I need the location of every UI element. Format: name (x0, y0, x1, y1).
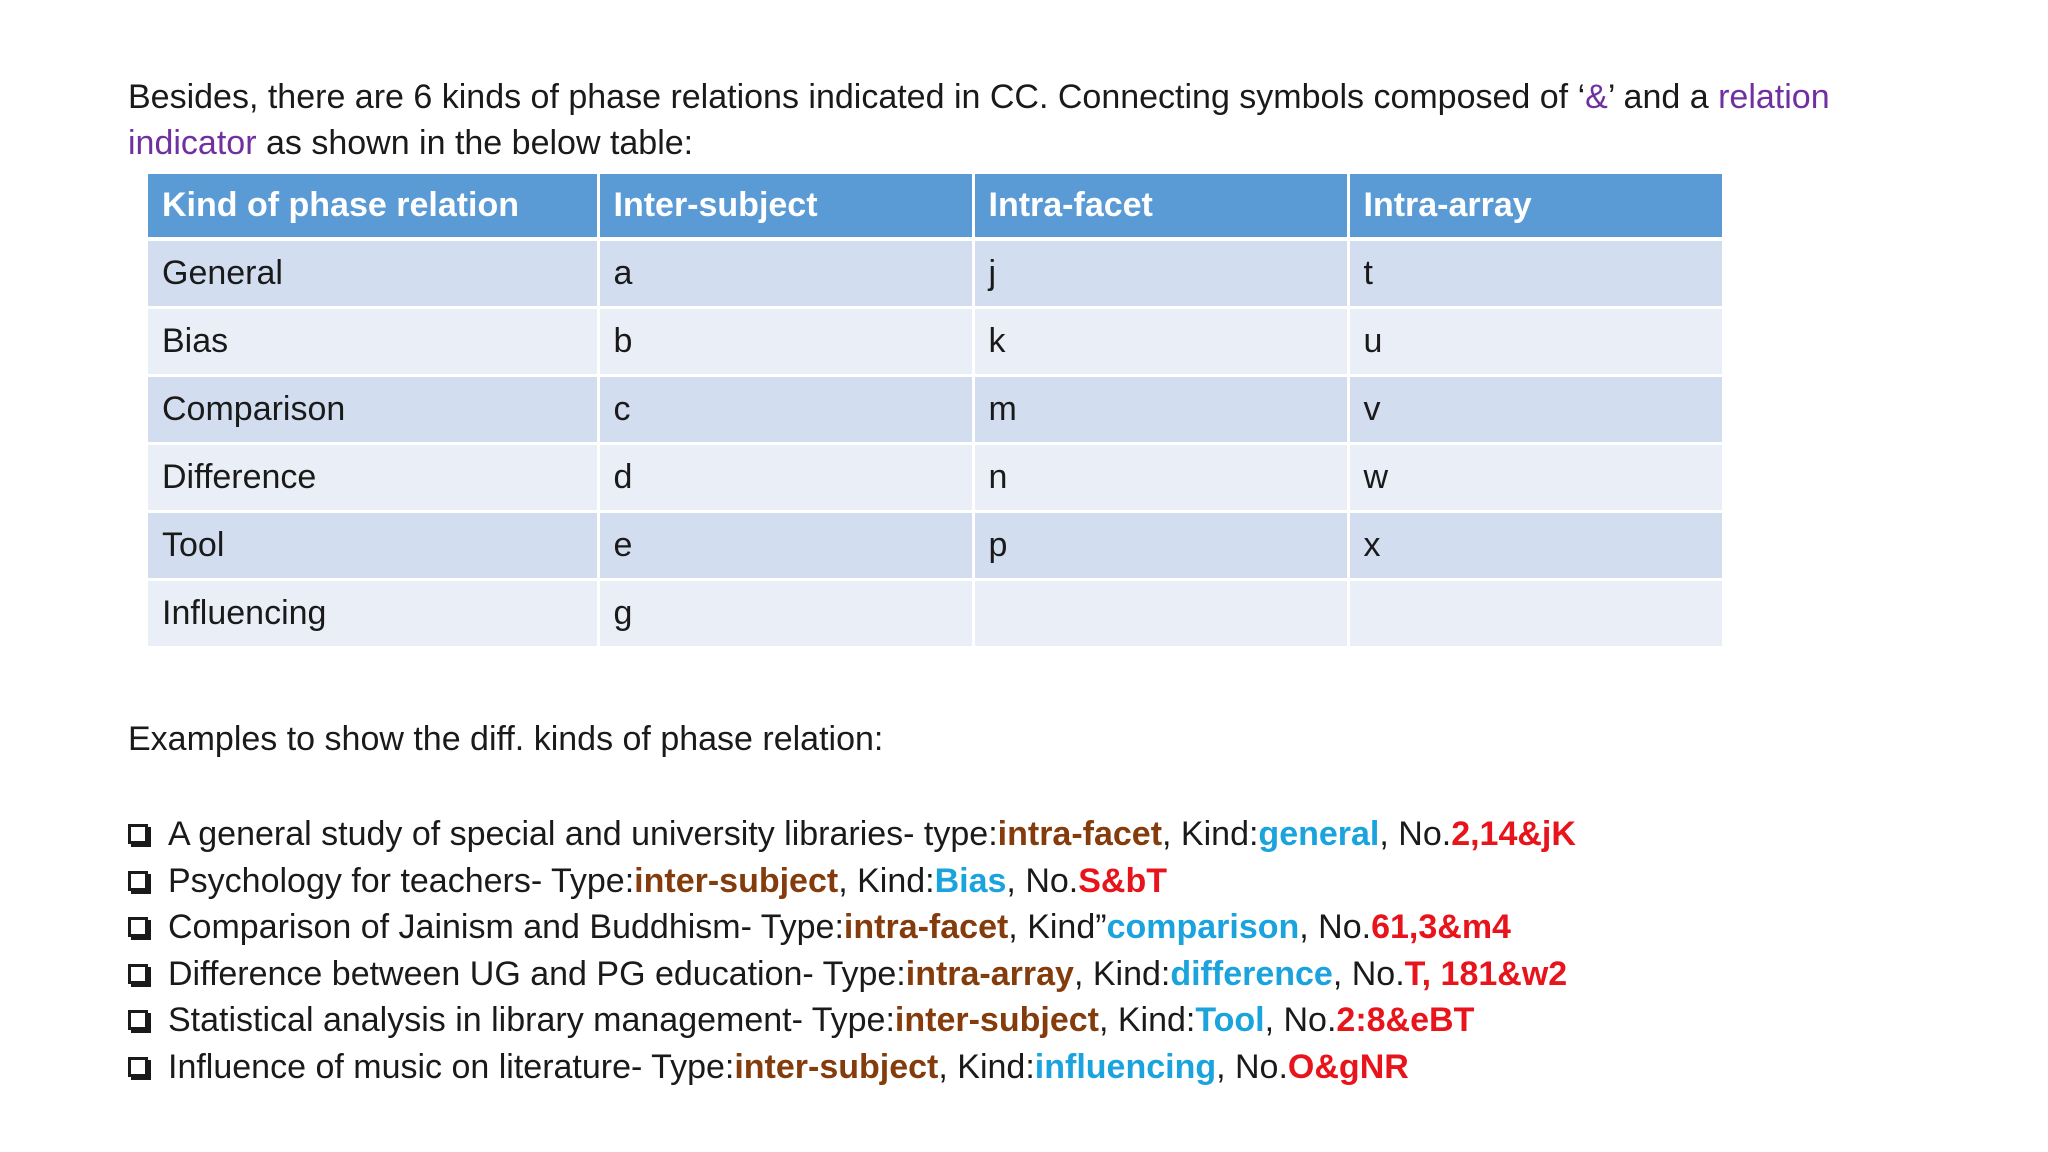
example-number: 2:8&eBT (1336, 1001, 1475, 1039)
cell-intra-facet (973, 580, 1348, 648)
example-sep: , No. (1379, 815, 1452, 853)
cell-intra-array: u (1348, 308, 1723, 376)
header-intra-facet: Intra-facet (973, 174, 1348, 239)
example-sep: , No. (1006, 861, 1079, 900)
cell-intra-facet: p (973, 512, 1348, 580)
example-sep: , Kind” (1008, 908, 1107, 946)
cell-intra-array: x (1348, 512, 1723, 580)
cell-inter-subject: e (598, 512, 973, 580)
example-number: S&bT (1078, 861, 1168, 900)
example-sep: , No. (1332, 954, 1405, 993)
example-type: intra-facet (843, 908, 1009, 946)
cell-inter-subject: b (598, 308, 973, 376)
checkbox-bullet-icon (128, 964, 148, 984)
example-kind: Tool (1195, 1001, 1265, 1039)
example-text: Comparison of Jainism and Buddhism- Type: (168, 908, 844, 946)
list-item (128, 811, 1576, 858)
table-row (148, 580, 1723, 648)
cell-kind: Influencing (148, 580, 598, 648)
checkbox-bullet-icon (128, 824, 148, 844)
example-sep: , No. (1264, 1001, 1337, 1039)
example-number: T, 181&w2 (1404, 954, 1568, 993)
list-item (128, 1044, 1576, 1091)
table-row (148, 444, 1723, 512)
example-text: Influence of music on literature- Type: (168, 1047, 735, 1086)
example-type: inter-subject (894, 1001, 1099, 1039)
example-sep: , Kind: (1073, 954, 1171, 993)
example-sep: , Kind: (1098, 1001, 1196, 1039)
cell-intra-array (1348, 580, 1723, 648)
cell-intra-facet: m (973, 376, 1348, 444)
example-sep: , No. (1299, 908, 1372, 946)
list-item (128, 951, 1576, 998)
example-kind: influencing (1034, 1047, 1217, 1086)
example-text: Statistical analysis in library management- Type: (168, 1001, 895, 1039)
cell-inter-subject: c (598, 376, 973, 444)
example-sep: , Kind: (1162, 815, 1259, 853)
cell-intra-facet: k (973, 308, 1348, 376)
header-intra-array: Intra-array (1348, 174, 1723, 239)
example-type: inter-subject (734, 1047, 939, 1086)
ampersand-symbol: & (1585, 78, 1608, 116)
cell-kind: Tool (148, 512, 598, 580)
cell-inter-subject: a (598, 239, 973, 308)
example-type: inter-subject (634, 861, 839, 900)
checkbox-bullet-icon (128, 1057, 148, 1077)
example-text: Difference between UG and PG education- Type: (168, 954, 906, 993)
example-kind: difference (1170, 954, 1333, 993)
header-inter-subject: Inter-subject (598, 174, 973, 239)
example-sep: , Kind: (838, 861, 935, 900)
table-row (148, 239, 1723, 308)
example-sep: , No. (1216, 1047, 1288, 1086)
example-kind: comparison (1106, 908, 1300, 946)
example-number: 2,14&jK (1451, 815, 1576, 853)
table-row (148, 512, 1723, 580)
example-type: intra-facet (997, 815, 1163, 853)
example-number: 61,3&m4 (1371, 908, 1511, 946)
example-kind: general (1258, 815, 1380, 853)
cell-intra-facet: j (973, 239, 1348, 308)
examples-heading: Examples to show the diff. kinds of phase relation: (128, 720, 884, 758)
checkbox-bullet-icon (128, 917, 148, 937)
list-item (128, 858, 1576, 905)
intro-paragraph (128, 74, 1928, 166)
cell-inter-subject: g (598, 580, 973, 648)
intro-text-1: Besides, there are 6 kinds of phase relations indicated in CC. Connecting symbols composed of ‘ (128, 78, 1586, 116)
cell-kind: Bias (148, 308, 598, 376)
list-item (128, 904, 1576, 951)
example-sep: , Kind: (938, 1047, 1035, 1086)
table-row (148, 308, 1723, 376)
checkbox-bullet-icon (128, 871, 148, 891)
example-type: intra-array (905, 954, 1074, 993)
cell-inter-subject: d (598, 444, 973, 512)
cell-intra-array: w (1348, 444, 1723, 512)
checkbox-bullet-icon (128, 1010, 148, 1030)
example-text: Psychology for teachers- Type: (168, 861, 635, 900)
cell-intra-array: v (1348, 376, 1723, 444)
examples-list (128, 811, 1576, 1090)
list-item (128, 997, 1576, 1044)
table-row (148, 376, 1723, 444)
relation-indicator-term: relation indicator (128, 78, 1830, 162)
cell-intra-array: t (1348, 239, 1723, 308)
cell-kind: Comparison (148, 376, 598, 444)
intro-text-3: as shown in the below table: (256, 124, 694, 162)
cell-kind: Difference (148, 444, 598, 512)
example-number: O&gNR (1287, 1047, 1409, 1086)
example-kind: Bias (934, 861, 1007, 900)
example-text: A general study of special and university libraries- type: (168, 815, 998, 853)
table-header-row (148, 174, 1723, 239)
cell-kind: General (148, 239, 598, 308)
header-kind: Kind of phase relation (148, 174, 598, 239)
phase-relation-table (148, 174, 1725, 649)
intro-text-2: ’ and a (1607, 78, 1719, 116)
cell-intra-facet: n (973, 444, 1348, 512)
